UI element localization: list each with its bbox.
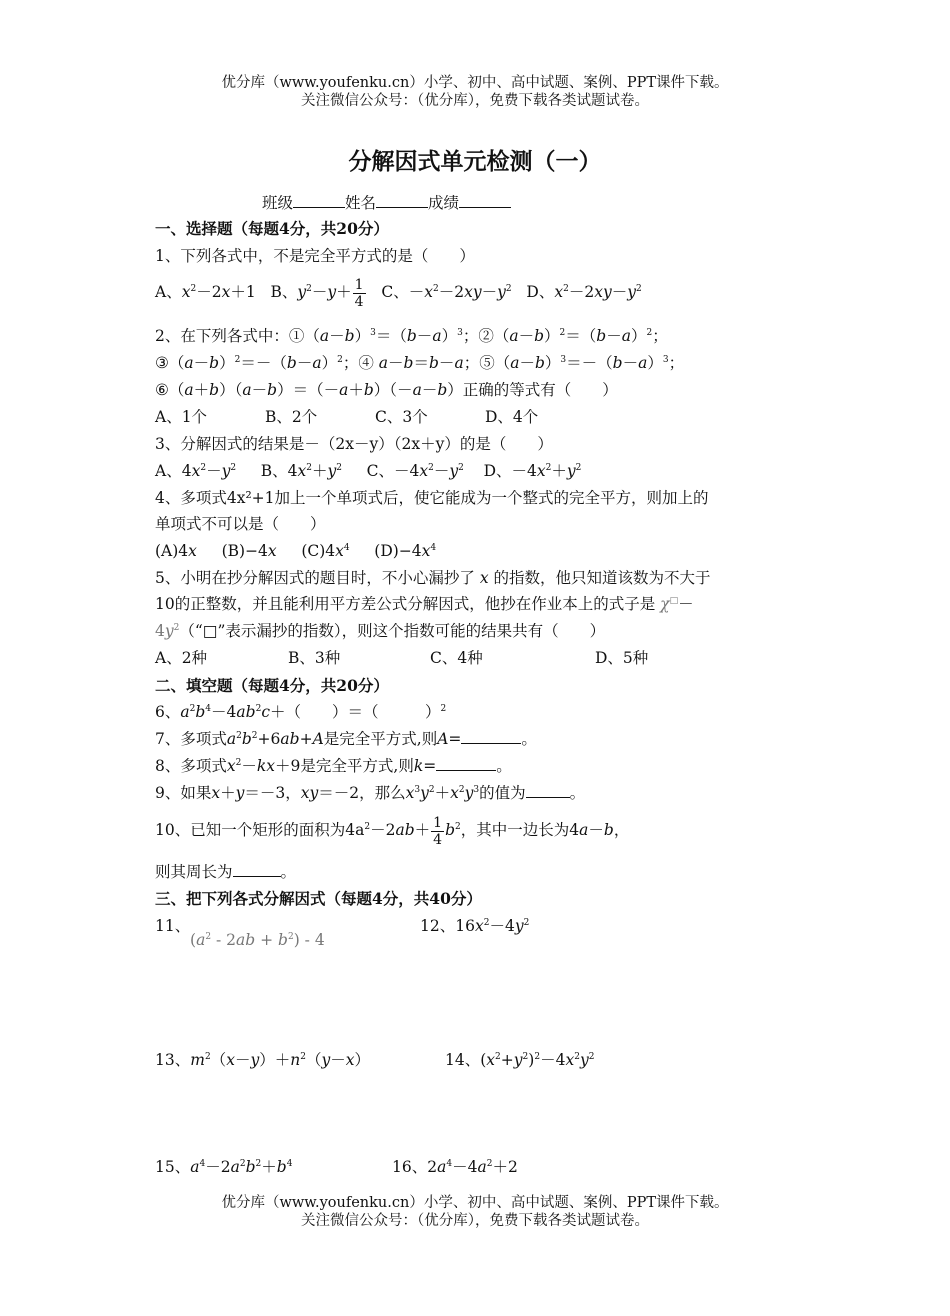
q12: 12、$16x^2-4y^2$: [420, 917, 530, 935]
score-blank[interactable]: [459, 193, 511, 208]
score-label: 成绩: [428, 194, 460, 212]
q8: 8、多项式$x^2-kx+9$是完全平方式,则k= 。: [155, 757, 512, 775]
q11-label: 11、: [155, 917, 191, 935]
q14: 14、$(x^2+y^2)^2-4x^2y^2$: [445, 1051, 595, 1069]
q2-line-2: $③(a-b)^2=-(b-a)^2$；④ a－b＝b－a；$⑤(a-b)^3=-(b-a)^3$；: [155, 354, 685, 372]
header-line-1: 优分库（www.youfenku.cn）小学、初中、高中试题、案例、PPT课件下载。: [221, 75, 729, 91]
fraction-one-quarter: $\frac{1}{4}$: [354, 276, 364, 310]
q2-line-3: ⑥（a＋b）（a－b）＝（－a＋b）（－a－b）正确的等式有（ ）: [155, 381, 618, 399]
q7: 7、多项式$a^2b^2+6ab+A$是完全平方式,则A= 。: [155, 730, 537, 748]
name-label: 姓名: [345, 194, 377, 212]
q4-options: (A)4x (B)−4x $(C)4x^4$ $(D)-4x^4$: [155, 542, 437, 560]
student-info-line: [262, 193, 511, 213]
section-1-heading: 一、选择题（每题4分，共20分）: [155, 219, 389, 238]
q5-line-3: $4y^2(“□$”表示漏抄的指数），则这个指数可能的结果共有（ ）: [155, 622, 606, 640]
q10-blank[interactable]: [233, 862, 281, 877]
page-title: 分解因式单元检测（一）: [348, 148, 602, 175]
q4-line-2: 单项式不可以是（ ）: [155, 515, 326, 533]
q10-line-1: 10、已知一个矩形的面积为$4a^2-2ab+$ $\frac{1}{4}$ $b^2$，其中一边长为4a－b，: [155, 814, 630, 848]
q1-stem: 1、下列各式中，不是完全平方式的是（ ）: [155, 247, 475, 265]
q3-options: A、$4x^2-y^2$ B、$4x^2+y^2$ C、$-4x^2-y^2$ D、$-4x^2+y^2$: [155, 462, 582, 480]
q6: 6、$a^2b^4-4ab^2c+$（ ）＝（ ）$^2$: [155, 703, 447, 721]
q13: 13、$m^2(x-y)+n^2(y-x)$: [155, 1051, 371, 1069]
q2-options: A、1个 B、2个 C、3个 D、4个: [155, 408, 539, 426]
footer-line-1: 优分库（www.youfenku.cn）小学、初中、高中试题、案例、PPT课件下载。: [221, 1195, 729, 1211]
q5-line-2: 10的正整数，并且能利用平方差公式分解因式，他抄在作业本上的式子是 χ□－: [155, 595, 694, 613]
q9-blank[interactable]: [526, 783, 570, 798]
q10-line-2: 则其周长为 。: [155, 863, 297, 881]
q2-line-1: 2、在下列各式中：$①(a-b)^3=(b-a)^3$；$②(a-b)^2=(b-a)^2$；: [155, 327, 668, 345]
q5-line-1: 5、小明在抄分解因式的题目时，不小心漏抄了 x 的指数，他只知道该数为不大于: [155, 569, 711, 587]
q15: 15、$a^4-2a^2b^2+b^4$: [155, 1158, 293, 1176]
q3-stem: 3、分解因式的结果是－（2x－y）（2x＋y）的是（ ）: [155, 435, 553, 453]
section-2-heading: 二、填空题（每题4分，共20分）: [155, 676, 389, 695]
class-label: 班级: [262, 194, 294, 212]
q5-options: A、2种 B、3种 C、4种 D、5种: [155, 649, 649, 667]
header-line-2: 关注微信公众号：（优分库），免费下载各类试题试卷。: [301, 93, 649, 109]
q11-expression: $(a^2 - 2ab + b^2) - 4$: [190, 931, 325, 949]
class-blank[interactable]: [293, 193, 345, 208]
q8-blank[interactable]: [436, 756, 496, 771]
q4-line-1: 4、多项式4x²+1加上一个单项式后，使它能成为一个整式的完全平方，则加上的: [155, 489, 709, 507]
name-blank[interactable]: [376, 193, 428, 208]
q1-options: A、$x^2-2x+1$ B、$y^2-y+$ $\frac{1}{4}$ C、$-x^2-2xy-y^2$ D、$x^2-2xy-y^2$: [155, 276, 642, 310]
fraction-one-quarter: $\frac{1}{4}$: [433, 814, 443, 848]
q7-blank[interactable]: [461, 729, 521, 744]
q16: 16、$2a^4-4a^2+2$: [392, 1158, 518, 1176]
footer-line-2: 关注微信公众号：（优分库），免费下载各类试题试卷。: [301, 1213, 649, 1229]
q9: 9、如果x＋y＝－3，xy＝－2，那么$x^3y^2+x^2y^3$的值为 。: [155, 784, 586, 802]
section-3-heading: 三、把下列各式分解因式（每题4分，共40分）: [155, 889, 482, 908]
